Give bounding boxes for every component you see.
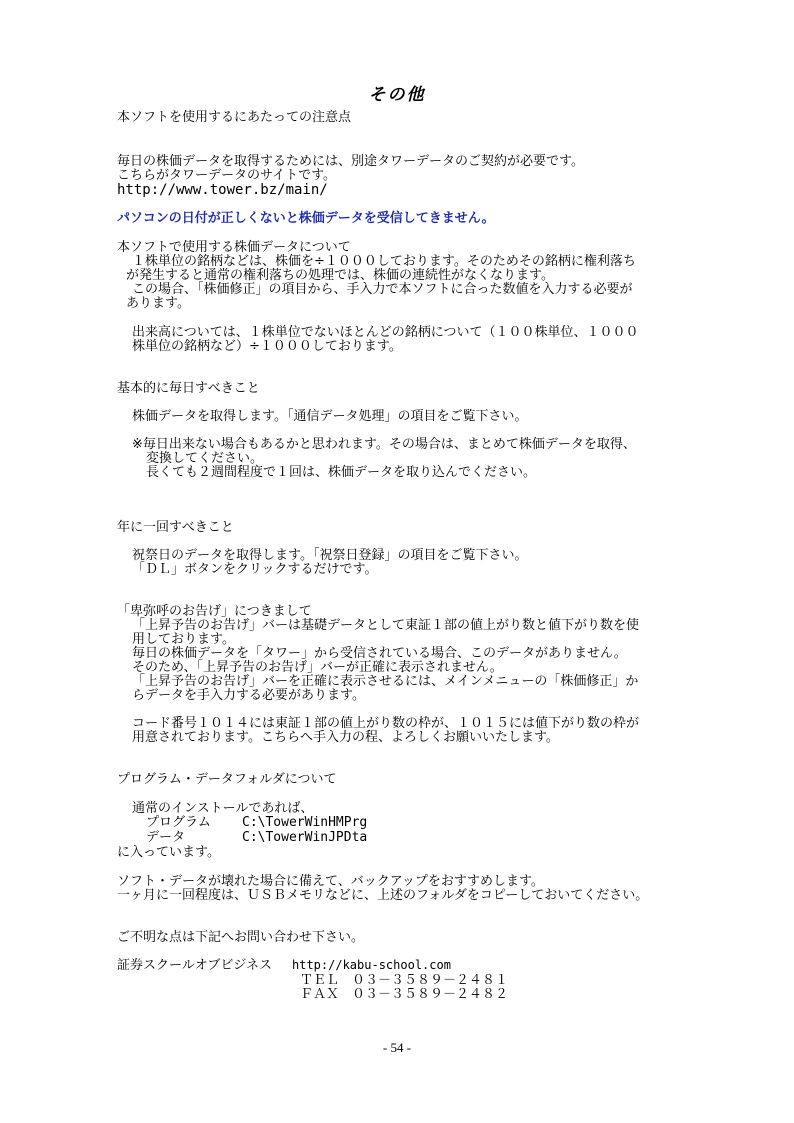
himiko-code-line: 用意されております。こちらへ手入力の程、よろしくお願いいたします。 (132, 730, 559, 745)
stock-data-line: この場合、「株価修正」の項目から、手入力で本ソフトに合った数値を入力する必要が (132, 282, 633, 297)
stock-data-line: が発生すると通常の権利落ちの処理では、株価の連続性がなくなります。 (126, 268, 554, 283)
himiko-line: 用しております。 (132, 632, 235, 647)
himiko-line: らデータを手入力する必要があります。 (132, 688, 365, 703)
volume-line: 出来高については、１株単位でないほとんどの銘柄について（１００株単位、１０００ (132, 325, 639, 340)
company-name: 証券スクールオブビジネス (117, 958, 272, 973)
folders-line: 通常のインストールであれば、 (132, 801, 314, 816)
folders-heading: プログラム・データフォルダについて (117, 772, 337, 787)
data-folder-path: C:\TowerWinJPDta (242, 830, 368, 845)
contact-tel: ＴＥＬ ０３－３５８９－２４８１ (300, 973, 509, 988)
program-folder-label: プログラム (146, 815, 211, 830)
yearly-heading: 年に一回すべきこと (117, 520, 234, 535)
himiko-heading: 「卑弥呼のお告げ」につきまして (117, 604, 312, 619)
himiko-code-line: コード番号１０１４には東証１部の値上がり数の枠が、１０１５には値下がり数の枠が (132, 716, 640, 731)
yearly-line: 祝祭日のデータを取得します。「祝祭日登録」の項目をご覧下さい。 (132, 548, 528, 563)
himiko-line: 「上昇予告のお告げ」バーは基礎データとして東証１部の値上がり数と値下がり数を使 (132, 618, 640, 633)
page-number: - 54 - (382, 1040, 412, 1055)
stock-data-line: あります。 (126, 296, 190, 311)
backup-line: 一ヶ月に一回程度は、ＵＳＢメモリなどに、上述のフォルダをコピーしておいてください。 (117, 888, 649, 903)
intro-text: 本ソフトを使用するにあたっての注意点 (117, 110, 352, 125)
contact-line: ご不明な点は下記へお問い合わせ下さい。 (117, 930, 365, 945)
himiko-line: そのため、「上昇予告のお告げ」バーが正確に表示されません。 (132, 660, 503, 675)
contact-fax: ＦＡＸ ０３－３５８９－２４８２ (300, 987, 509, 1002)
stock-data-line: １株単位の銘柄などは、株価を÷１０００しております。そのためその銘柄に権利落ち (132, 254, 636, 269)
daily-heading: 基本的に毎日すべきこと (117, 381, 260, 396)
program-folder-path: C:\TowerWinHMPrg (242, 815, 368, 830)
daily-note-line: 長くても２週間程度で１回は、株価データを取り込んでください。 (146, 465, 537, 480)
date-warning: パソコンの日付が正しくないと株価データを受信してきません。 (117, 211, 495, 226)
daily-note-line: 変換してください。 (146, 451, 264, 466)
page-title: その他 (368, 85, 426, 105)
tower-url-link[interactable]: http://www.tower.bz/main/ (117, 182, 328, 198)
yearly-line: 「ＤＬ」ボタンをクリックするだけです。 (132, 562, 378, 577)
backup-line: ソフト・データが壊れた場合に備えて、バックアップをおすすめします。 (117, 874, 544, 889)
folders-line-end: に入っています。 (117, 845, 220, 860)
tower-line-2: こちらがタワーデータのサイトです。 (117, 168, 337, 183)
himiko-line: 「上昇予告のお告げ」バーを正確に表示させるには、メインメニューの「株価修正」か (132, 674, 639, 689)
daily-note-line: ※毎日出来ない場合もあるかと思われます。その場合は、まとめて株価データを取得、 (132, 437, 636, 452)
tower-line-1: 毎日の株価データを取得するためには、別途タワーデータのご契約が必要です。 (117, 154, 584, 169)
data-folder-label: データ (146, 830, 186, 845)
daily-line: 株価データを取得します。「通信データ処理」の項目をご覧下さい。 (132, 409, 528, 424)
himiko-line: 毎日の株価データを「タワー」から受信されている場合、このデータがありません。 (132, 646, 627, 661)
company-url-link[interactable]: http://kabu-school.com (292, 958, 451, 972)
volume-line: 株単位の銘柄など）÷１０００しております。 (132, 339, 402, 354)
stock-data-heading: 本ソフトで使用する株価データについて (117, 240, 351, 255)
